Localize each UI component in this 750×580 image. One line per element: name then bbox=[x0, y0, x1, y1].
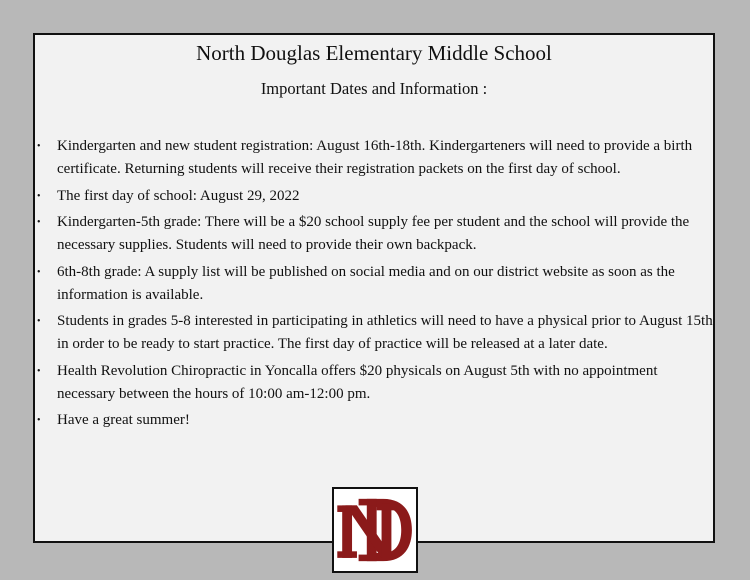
list-item bbox=[35, 211, 715, 257]
nd-monogram-logo-icon bbox=[332, 487, 418, 573]
list-item-text: Kindergarten-5th grade: There will be a $20 school supply fee per student and the school will provide the necessary supplies. Students will need to provide their own backpack. bbox=[57, 214, 690, 253]
list-item-text: Kindergarten and new student registration: August 16th-18th. Kindergarteners will need to provide a birth certificate. Returning students will receive their registration packets on the first day of school. bbox=[57, 138, 693, 177]
list-item bbox=[35, 409, 715, 432]
list-item-text: The first day of school: August 29, 2022 bbox=[57, 187, 300, 204]
list-item bbox=[35, 310, 715, 356]
list-item bbox=[35, 261, 715, 307]
bullet-icon: • bbox=[37, 141, 41, 152]
list-item bbox=[35, 360, 715, 406]
page-subtitle: Important Dates and Information : bbox=[260, 79, 488, 98]
list-item-text: Have a great summer! bbox=[57, 412, 190, 428]
bullet-icon: • bbox=[37, 190, 41, 202]
page-title: North Douglas Elementary Middle School bbox=[196, 41, 552, 65]
bullet-icon: • bbox=[37, 415, 41, 426]
list-item-text: 6th-8th grade: A supply list will be published on social media and on our district website as soon as the information is available. bbox=[57, 263, 675, 303]
bullet-icon: • bbox=[37, 217, 41, 228]
announcement-card bbox=[33, 33, 715, 543]
list-item bbox=[35, 185, 715, 208]
list-item-text: Health Revolution Chiropractic in Yoncalla offers $20 physicals on August 5th with no appointment necessary between the hours of 10:00 am-12:00 pm. bbox=[57, 362, 658, 402]
bullet-icon: • bbox=[37, 266, 41, 278]
list-item-text: Students in grades 5-8 interested in participating in athletics will need to have a physical prior to August 15th in order to be ready to start practice. The first day of practice will be released at a later date. bbox=[57, 313, 713, 352]
logo-monogram bbox=[337, 499, 412, 561]
bullet-icon: • bbox=[37, 316, 41, 327]
information-list bbox=[35, 135, 715, 436]
list-item bbox=[35, 135, 715, 181]
bullet-icon: • bbox=[37, 365, 41, 377]
